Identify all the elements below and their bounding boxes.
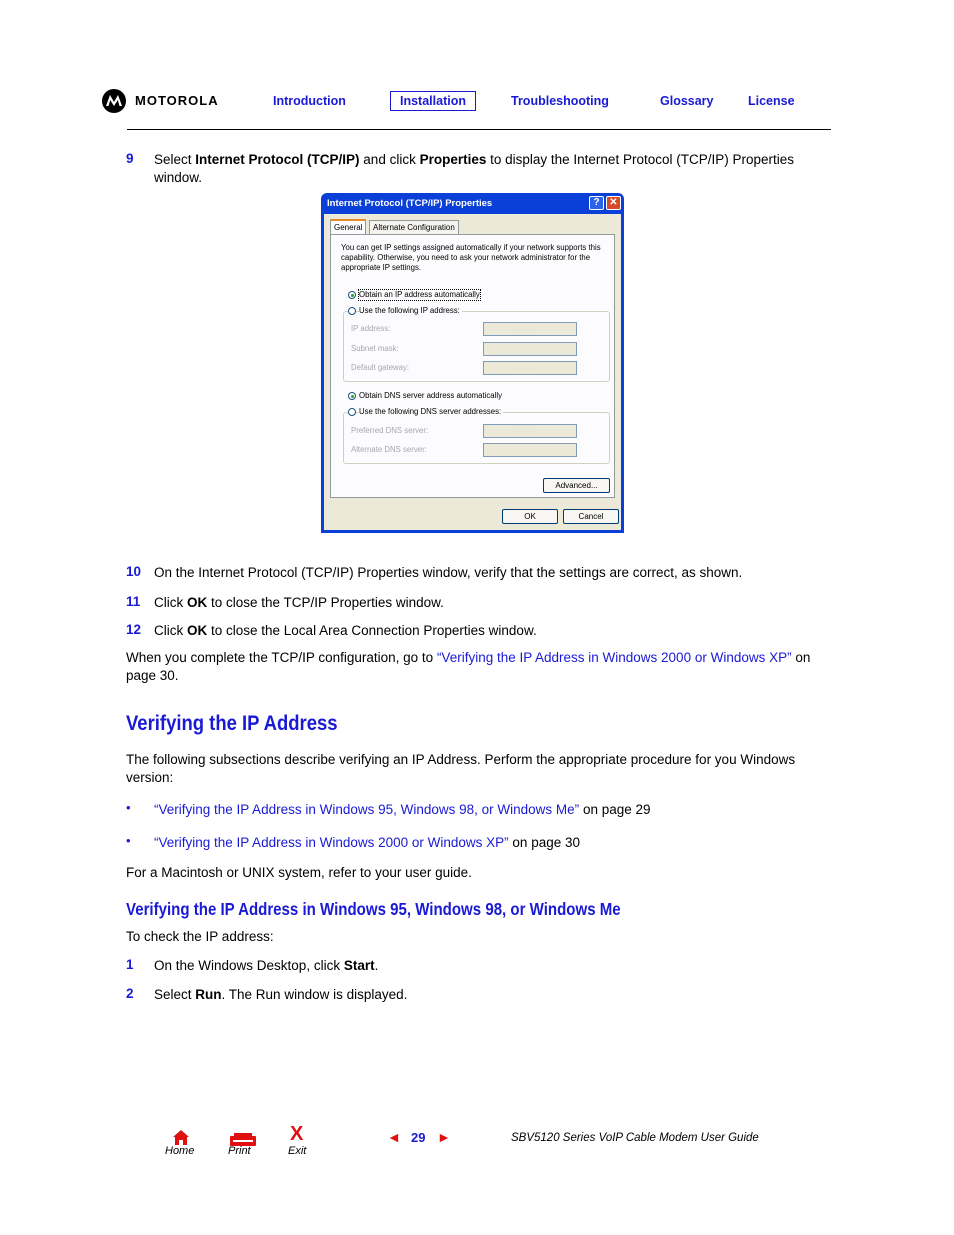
print-label[interactable]: Print (228, 1145, 251, 1157)
bullet-item-win2000 (154, 834, 834, 852)
nav-installation[interactable]: Installation (390, 91, 476, 111)
default-gateway-label: Default gateway: (351, 363, 410, 372)
use-ip-radio[interactable] (348, 307, 356, 315)
home-label[interactable]: Home (165, 1145, 195, 1157)
step-10-text: On the Internet Protocol (TCP/IP) Properties window, verify that the settings are correct, as shown. (154, 565, 743, 580)
subnet-mask-field[interactable]: ... (483, 342, 577, 356)
preferred-dns-field[interactable]: ... (483, 424, 577, 438)
text-run: . (374, 958, 379, 973)
xref-link-win95[interactable]: “Verifying the IP Address in Windows 95, Windows 98, or Windows Me” (154, 802, 580, 817)
bold-term: OK (187, 595, 208, 610)
brand-wordmark: MOTOROLA (135, 93, 219, 108)
step-number: 2 (126, 986, 134, 1001)
nav-troubleshooting[interactable]: Troubleshooting (511, 94, 609, 108)
general-panel (330, 234, 615, 498)
xref-link-win2000-xp[interactable]: “Verifying the IP Address in Windows 2000 or Windows XP” (154, 835, 509, 850)
step-number: 9 (126, 151, 134, 166)
step-number: 1 (126, 957, 134, 972)
dialog-intro-text: You can get IP settings assigned automatically if your network supports this capability. Otherwise, you need to ask your network administrator for the appropriate IP settings. (341, 243, 601, 272)
page-number: 29 (411, 1130, 426, 1145)
check-intro: To check the IP address: (126, 929, 274, 944)
nav-introduction[interactable]: Introduction (273, 94, 346, 108)
text-run: to close the Local Area Connection Properties window. (207, 623, 537, 638)
xref-link-win2000-xp[interactable]: “Verifying the IP Address in Windows 2000 or Windows XP” (436, 650, 792, 665)
text-run: Select (154, 152, 196, 167)
text-run: on page 29 (579, 802, 651, 817)
bold-term: Start (343, 958, 375, 973)
step-number: 12 (126, 622, 142, 637)
tcpip-properties-dialog (321, 193, 624, 533)
text-run: to close the TCP/IP Properties window. (207, 595, 444, 610)
header-divider (127, 129, 831, 130)
step-11-text (154, 594, 834, 612)
bold-term: OK (187, 623, 208, 638)
use-ip-label: Use the following IP address: (359, 306, 460, 315)
step-9-text (154, 151, 834, 187)
help-button[interactable]: ? (589, 196, 604, 210)
text-run: Click (154, 595, 187, 610)
text-run: . The Run window is displayed. (221, 987, 408, 1002)
bold-term: Run (195, 987, 222, 1002)
obtain-ip-radio[interactable] (348, 291, 356, 299)
ip-address-field[interactable]: ... (483, 322, 577, 336)
obtain-dns-radio[interactable] (348, 392, 356, 400)
motorola-logo-icon (102, 89, 126, 113)
exit-icon[interactable]: X (290, 1123, 304, 1145)
dialog-title: Internet Protocol (TCP/IP) Properties (327, 198, 493, 209)
mac-unix-note: For a Macintosh or UNIX system, refer to your user guide. (126, 865, 472, 880)
home-icon[interactable] (172, 1129, 190, 1146)
dialog-body (324, 214, 621, 530)
step-1-text (154, 957, 834, 975)
cancel-button[interactable]: Cancel (563, 509, 619, 524)
bullet-icon: • (126, 800, 131, 815)
step-12-text (154, 622, 834, 640)
section-intro: The following subsections describe verifying an IP Address. Perform the appropriate procedure for you Windows version: (126, 752, 796, 785)
close-button[interactable]: ✕ (606, 196, 621, 210)
prev-page-arrow-icon[interactable]: ◄ (387, 1129, 401, 1145)
subsection-heading: Verifying the IP Address in Windows 95, Windows 98, or Windows Me (126, 899, 621, 919)
nav-license[interactable]: License (748, 94, 795, 108)
alternate-dns-label: Alternate DNS server: (351, 445, 427, 454)
bold-term: Properties (419, 152, 487, 167)
bullet-item-win95 (154, 801, 834, 819)
section-heading: Verifying the IP Address (126, 712, 338, 735)
obtain-ip-label: Obtain an IP address automatically (359, 290, 480, 299)
use-dns-label: Use the following DNS server addresses: (359, 407, 502, 416)
advanced-button[interactable]: Advanced... (543, 478, 610, 493)
step-2-text (154, 986, 834, 1004)
use-dns-radio[interactable] (348, 408, 356, 416)
step-number: 10 (126, 564, 142, 579)
nav-glossary[interactable]: Glossary (660, 94, 714, 108)
text-run: on page 30. (126, 650, 811, 683)
text-run: to display the Internet Protocol (TCP/IP) Properties window. (154, 152, 794, 185)
step-number: 11 (126, 594, 141, 609)
ip-address-label: IP address: (351, 324, 391, 333)
completion-paragraph (126, 649, 826, 685)
guide-title: SBV5120 Series VoIP Cable Modem User Guide (511, 1132, 759, 1144)
default-gateway-field[interactable]: ... (483, 361, 577, 375)
text-run: Click (154, 623, 187, 638)
text-run: On the Windows Desktop, click (154, 958, 344, 973)
exit-label[interactable]: Exit (288, 1145, 307, 1157)
next-page-arrow-icon[interactable]: ► (437, 1129, 451, 1145)
preferred-dns-label: Preferred DNS server: (351, 426, 429, 435)
bold-term: Internet Protocol (TCP/IP) (195, 152, 360, 167)
text-run: on page 30 (508, 835, 580, 850)
text-run: When you complete the TCP/IP configuration, go to (126, 650, 437, 665)
text-run: Select (154, 987, 196, 1002)
obtain-dns-label: Obtain DNS server address automatically (359, 391, 503, 400)
bullet-icon: • (126, 833, 131, 848)
alternate-dns-field[interactable]: ... (483, 443, 577, 457)
subnet-mask-label: Subnet mask: (351, 344, 399, 353)
tab-general[interactable]: General (330, 219, 366, 235)
text-run: and click (359, 152, 420, 167)
ok-button[interactable]: OK (502, 509, 558, 524)
tab-alternate-configuration[interactable]: Alternate Configuration (369, 220, 459, 234)
